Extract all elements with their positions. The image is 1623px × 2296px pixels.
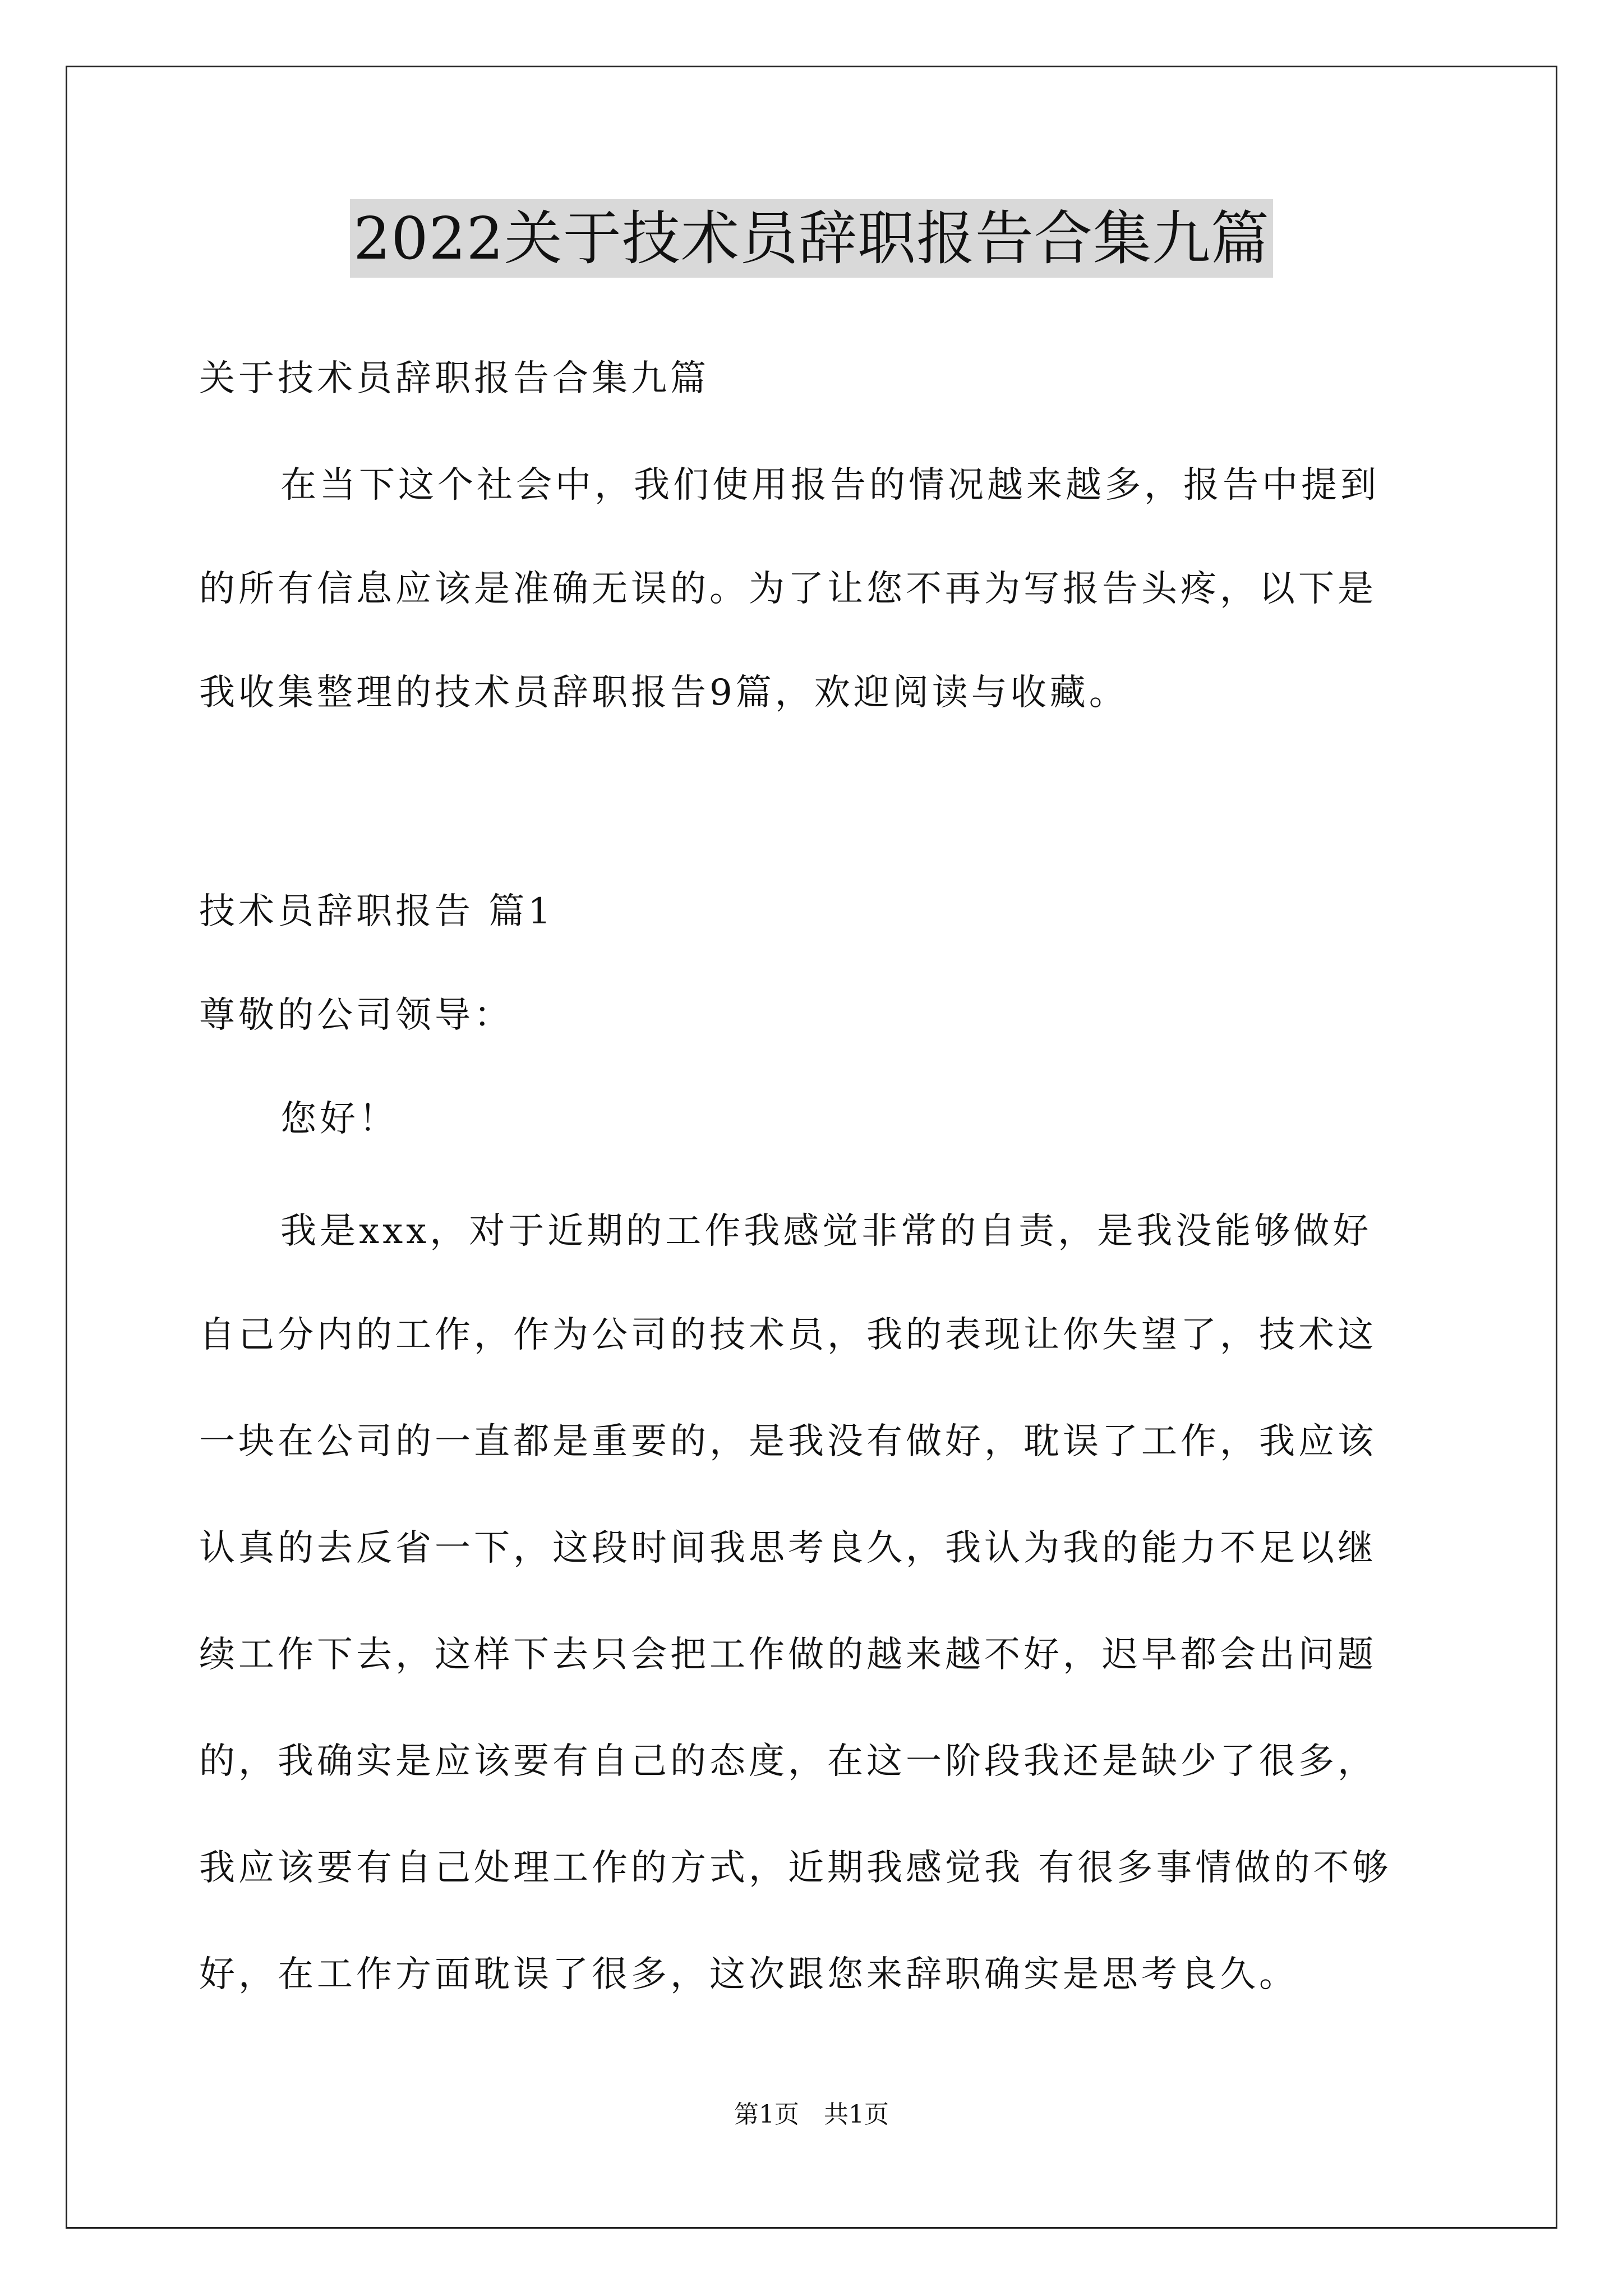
intro-line-2: 的所有信息应该是准确无误的。为了让您不再为写报告头疼，以下是	[199, 568, 1377, 610]
body-line-1: 我是xxx，对于近期的工作我感觉非常的自责，是我没能够做好	[280, 1211, 1372, 1252]
greeting: 您好！	[280, 1098, 398, 1140]
body-line-7: 我应该要有自己处理工作的方式，近期我感觉我 有很多事情做的不够	[199, 1847, 1392, 1889]
document-title: 2022关于技术员辞职报告合集九篇	[350, 199, 1273, 278]
body-line-8: 好，在工作方面耽误了很多，这次跟您来辞职确实是思考良久。	[199, 1954, 1298, 1995]
page-number: 第1页 共1页	[734, 2100, 889, 2129]
body-line-6: 的，我确实是应该要有自己的态度，在这一阶段我还是缺少了很多，	[199, 1741, 1377, 1782]
title-container	[0, 199, 1623, 278]
section-heading: 技术员辞职报告 篇1	[199, 891, 555, 932]
body-line-3: 一块在公司的一直都是重要的，是我没有做好，耽误了工作，我应该	[199, 1421, 1377, 1462]
body-line-5: 续工作下去，这样下去只会把工作做的越来越不好，迟早都会出问题	[199, 1634, 1377, 1676]
salutation: 尊敬的公司领导：	[199, 995, 513, 1036]
intro-line-1: 在当下这个社会中，我们使用报告的情况越来越多，报告中提到	[280, 464, 1380, 506]
body-line-2: 自己分内的工作，作为公司的技术员，我的表现让你失望了，技术这	[199, 1314, 1377, 1356]
body-line-4: 认真的去反省一下，这段时间我思考良久，我认为我的能力不足以继	[199, 1527, 1377, 1569]
document-subtitle: 关于技术员辞职报告合集九篇	[199, 358, 709, 399]
intro-line-3: 我收集整理的技术员辞职报告9篇，欢迎阅读与收藏。	[199, 672, 1128, 714]
